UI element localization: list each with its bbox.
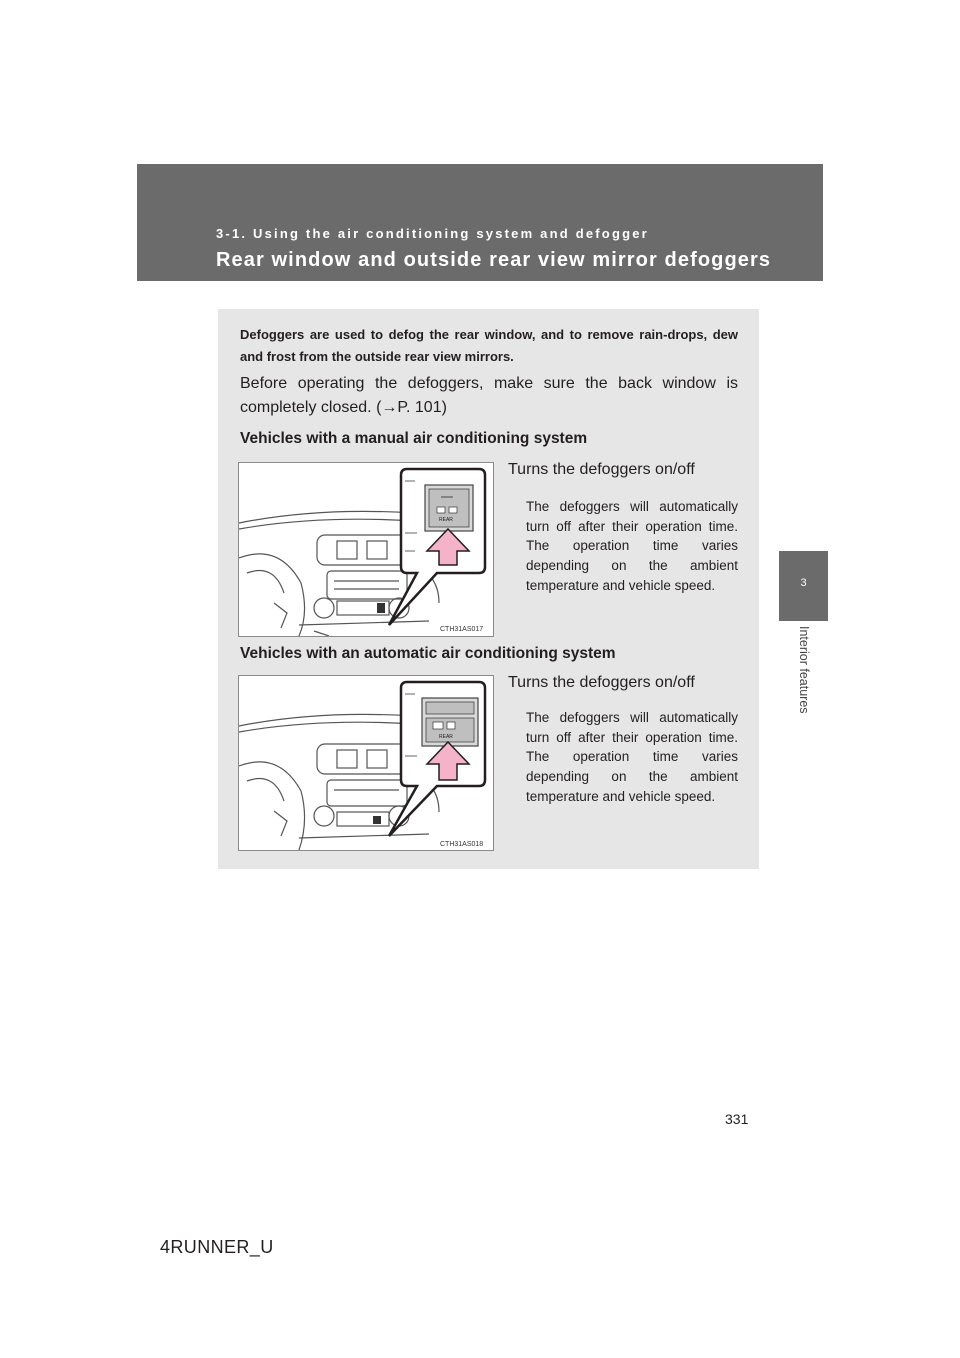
manual-ac-item-description: The defoggers will automatically turn off after their operation time. The operation time varies depending on the ambient temperature and vehicle speed. [526, 499, 738, 593]
automatic-ac-illustration [239, 676, 493, 850]
automatic-ac-item-description: The defoggers will automatically turn off after their operation time. The operation time varies depending on the ambient temperature and vehicle speed. [526, 710, 738, 804]
page-title: Rear window and outside rear view mirror defoggers [216, 249, 772, 271]
automatic-ac-rear-button-label: REAR [439, 734, 453, 740]
automatic-ac-figure-code: CTH31AS018 [440, 841, 484, 848]
automatic-ac-item-title: Turns the defoggers on/off [508, 674, 695, 691]
manual-ac-item-title: Turns the defoggers on/off [508, 461, 695, 478]
manual-ac-figure [238, 462, 494, 637]
before-operating-note: Before operating the defoggers, make sure the back window is completely closed. (→P. 101) [240, 375, 738, 416]
chapter-label-text: Interior features [797, 626, 811, 714]
manual-code: 4RUNNER_U [160, 1237, 274, 1257]
manual-ac-heading: Vehicles with a manual air conditioning system [240, 430, 588, 447]
automatic-ac-figure [238, 675, 494, 851]
chapter-tab[interactable] [779, 551, 828, 621]
section-label: 3-1. Using the air conditioning system and defogger [216, 226, 649, 241]
manual-ac-rear-button-label: REAR [439, 517, 453, 523]
chapter-number: 3 [800, 577, 807, 589]
page-number: 331 [725, 1111, 749, 1127]
chapter-side-label [794, 626, 814, 736]
manual-ac-illustration [239, 463, 493, 636]
automatic-ac-heading: Vehicles with an automatic air conditioning system [240, 645, 616, 662]
manual-ac-figure-code: CTH31AS017 [440, 626, 484, 633]
intro-text: Defoggers are used to defog the rear window, and to remove rain-drops, dew and frost from the outside rear view mirrors. [240, 327, 738, 364]
